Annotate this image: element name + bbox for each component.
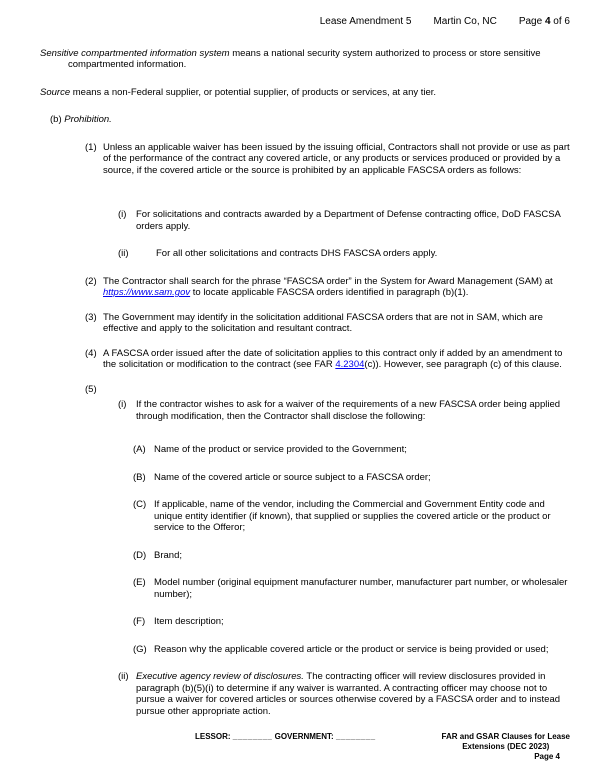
item-text: Item description; (154, 616, 224, 627)
definition-text: means a national security system authorized to process or store sensitive compartmented information. (68, 47, 541, 70)
item-number: (A) (133, 444, 146, 455)
clause-item-5-i-A (133, 444, 570, 456)
item-text-post: to locate applicable FASCSA orders identified in paragraph (b)(1). (190, 287, 469, 298)
item-number: (1) (85, 141, 97, 153)
item-text: Name of the product or service provided to the Government; (154, 444, 407, 455)
item-number: (F) (133, 616, 146, 627)
definition-source (40, 87, 570, 99)
item-text-rest: The contracting officer will review disclosures provided in paragraph (b)(5)(i) to determine if any waiver is warranted. A contracting officer may choose not to pursue a waiver for covered articles or sources otherwise covered by a FASCSA order and to instead pursue other appropriate action. (136, 671, 561, 717)
item-number: (C) (133, 499, 147, 510)
definition-text: means a non-Federal supplier, or potential supplier, of products or services, at any tier. (70, 86, 437, 98)
clause-item-4 (85, 348, 570, 371)
item-text: Brand; (154, 549, 182, 561)
clause-item-5-i-B (133, 472, 570, 484)
section-b-label: (b) (50, 114, 65, 125)
item-number: (B) (133, 471, 146, 483)
header-page-number: 4 (544, 16, 551, 27)
item-number: (4) (85, 347, 97, 359)
clause-item-5-i (118, 399, 570, 422)
far-4-2304-link[interactable]: 4.2304 (335, 359, 365, 370)
clause-item-2 (85, 276, 570, 299)
clause-item-1 (85, 142, 570, 177)
footer-clause-block (442, 732, 570, 762)
sam-gov-link[interactable]: https://www.sam.gov (103, 287, 191, 298)
clause-item-5 (85, 384, 570, 396)
item-number: (2) (85, 275, 97, 287)
section-b-heading (50, 114, 570, 126)
item-number: (i) (118, 399, 127, 410)
item-text: If applicable, name of the vendor, including the Commercial and Government Entity code and unique entity identifier (if known), that supplied or supplies the covered article or the product or service to the Offeror; (154, 499, 551, 533)
definition-sensitive-compartmented (40, 48, 570, 71)
item-number: (3) (85, 311, 97, 323)
item-text: For solicitations and contracts awarded by a Department of Defense contracting office, DoD FASCSA orders apply. (136, 209, 561, 232)
definition-term: Source (40, 86, 71, 98)
header-page-prefix: Page (518, 16, 545, 27)
item-text-pre: A FASCSA order issued after the date of solicitation applies to this contract only if added by an amendment to the solicitation or modification to the contract (see FAR (103, 347, 563, 370)
item-number: (E) (133, 577, 146, 588)
item-text: The Government may identify in the solicitation additional FASCSA orders that are not in SAM, which are effective and apply to the solicitation and resultant contract. (103, 311, 543, 334)
signature-line (195, 732, 376, 742)
header-page-suffix: of 6 (550, 16, 570, 27)
item-text: If the contractor wishes to ask for a waiver of the requirements of a new FASCSA order being applied through modification, then the Contractor shall disclose the following: (136, 399, 561, 422)
clause-item-5-i-E (133, 577, 570, 600)
item-text-post: (c)). However, see paragraph (c) of this clause. (364, 359, 562, 370)
item-text: For all other solicitations and contracts DHS FASCSA orders apply. (156, 248, 438, 259)
item-text: Unless an applicable waiver has been issued by the issuing official, Contractors shall not provide or use as part of the performance of the contract any covered article, or any products or services produced or provided by a source, if the covered article or the source is prohibited by an applicable FASCSA orders as follows: (103, 141, 570, 176)
section-b-title: Prohibition. (64, 114, 112, 125)
clause-item-1-ii (118, 248, 570, 260)
clause-item-3 (85, 312, 570, 335)
lessor-signature-blank: ________ (232, 732, 273, 741)
government-label: GOVERNMENT: (272, 732, 336, 741)
clause-item-5-i-F (133, 616, 570, 628)
government-signature-blank: ________ (335, 732, 376, 741)
item-text-lead: Executive agency review of disclosures. (136, 671, 304, 682)
page-header (30, 16, 570, 28)
clause-item-5-i-G (133, 644, 570, 656)
item-number: (ii) (118, 671, 129, 682)
lessor-label: LESSOR: (195, 732, 233, 741)
item-text (103, 276, 570, 299)
header-page-indicator (519, 16, 570, 28)
item-text: Model number (original equipment manufacturer number, manufacturer part number, or wholesaler number); (154, 577, 568, 600)
header-location: Martin Co, NC (433, 16, 497, 27)
header-title: Lease Amendment 5 (319, 16, 412, 27)
clause-item-5-ii (118, 671, 570, 717)
clause-item-1-i (118, 209, 570, 232)
footer-clause-line2: Extensions (DEC 2023) (462, 742, 550, 751)
clause-item-5-i-C (133, 499, 570, 534)
item-text: Name of the covered article or source subject to a FASCSA order; (154, 471, 431, 483)
item-text: Reason why the applicable covered article or the product or service is being provided or used; (154, 643, 549, 655)
footer-page-label: Page 4 (534, 752, 560, 761)
item-text (136, 671, 570, 717)
item-number: (5) (85, 383, 97, 395)
item-text (103, 348, 570, 371)
footer-clause-line1: FAR and GSAR Clauses for Lease (441, 732, 570, 741)
page-footer (30, 732, 570, 762)
clause-item-5-i-D (133, 550, 570, 562)
item-number: (i) (118, 209, 127, 220)
definition-term: Sensitive compartmented information system (40, 47, 230, 59)
item-text-pre: The Contractor shall search for the phrase “FASCSA order” in the System for Award Management (SAM) at (103, 275, 553, 287)
item-number: (ii) (118, 248, 129, 259)
item-number: (D) (133, 549, 147, 561)
item-number: (G) (133, 643, 147, 655)
